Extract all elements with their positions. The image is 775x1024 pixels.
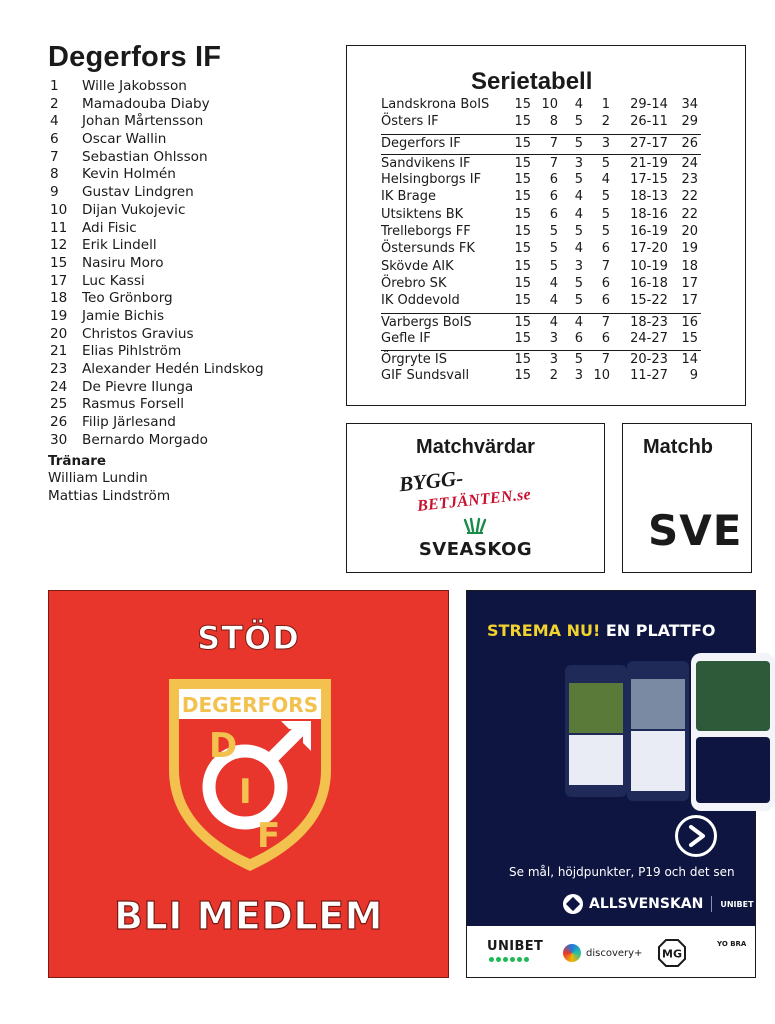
player-number: 24 [50,378,68,395]
table-points: 16 [681,314,698,330]
player-name: Elias Pihlström [82,343,182,360]
table-team: IK Oddevold [381,293,460,309]
mg-logo-text: MG [662,947,682,961]
player-name: De Pievre Ilunga [82,378,194,395]
player-number: 30 [50,431,68,448]
table-lost: 6 [601,241,610,257]
table-points: 20 [681,224,698,240]
player-number: 11 [50,219,68,236]
table-played: 15 [514,97,531,112]
table-points: 22 [681,189,698,205]
table-team: Landskrona BoIS [381,97,490,112]
player-row [48,414,338,432]
table-goals: 20-23 [630,352,668,368]
table-lost: 10 [593,368,610,384]
table-points: 29 [681,114,698,130]
table-lost: 1 [601,97,610,112]
player-name: Teo Grönborg [82,290,173,307]
table-goals: 17-15 [630,172,668,188]
streaming-sponsor-row [467,926,755,979]
league-table [346,45,746,406]
allsvenskan-icon [563,894,583,914]
table-row [381,275,701,292]
table-drawn: 5 [574,135,583,151]
table-played: 15 [514,241,531,257]
player-row [48,96,338,114]
table-drawn: 4 [574,206,583,222]
table-won: 3 [549,330,558,346]
player-number: 15 [50,254,68,271]
player-row [48,361,338,379]
player-number: 21 [50,343,68,360]
player-row [48,326,338,344]
player-number: 20 [50,325,68,342]
player-row [48,255,338,273]
table-points: 23 [681,172,698,188]
table-goals: 29-14 [630,97,668,112]
allsvenskan-logo [563,893,754,915]
degerfors-crest-icon [165,675,335,875]
streaming-headline [487,621,716,640]
table-drawn: 6 [574,330,583,346]
table-lost: 7 [601,258,610,274]
phone-screens-image [565,653,775,818]
table-drawn: 4 [574,189,583,205]
player-number: 7 [50,148,59,165]
svg-text:F: F [257,816,281,856]
player-name: Johan Mårtensson [82,113,204,130]
player-name: Gustav Lindgren [82,184,194,201]
player-row [48,432,338,450]
player-number: 26 [50,414,68,431]
streaming-subline: Se mål, höjdpunkter, P19 och det sen [509,865,735,879]
player-row [48,78,338,96]
table-lost: 3 [601,135,610,151]
table-row [381,96,701,113]
streaming-ad-banner [467,591,755,926]
table-drawn: 4 [574,241,583,257]
table-played: 15 [514,114,531,130]
player-name: Filip Järlesand [82,414,176,431]
discovery-logo [563,944,642,962]
match-hosts-title: Matchvärdar [416,436,535,458]
mg-logo-icon [657,938,687,968]
table-row [381,292,701,309]
table-team: Östers IF [381,114,439,130]
unibet-logo: UNIBET [487,939,544,954]
logo-divider [711,896,712,912]
table-won: 5 [549,258,558,274]
table-played: 15 [514,155,531,171]
table-lost: 7 [601,314,610,330]
table-row [381,188,701,205]
player-name: Mamadouba Diaby [82,95,210,112]
table-played: 15 [514,172,531,188]
player-number: 23 [50,361,68,377]
table-goals: 15-22 [630,293,668,309]
match-ball-box [622,423,752,573]
sveaskog-logo: SVEASKOG [418,539,533,560]
table-played: 15 [514,275,531,291]
table-goals: 17-20 [630,241,668,257]
coaches-title: Tränare [48,453,107,470]
table-team: Örgryte IS [381,352,447,368]
table-row [381,223,701,240]
table-won: 5 [549,241,558,257]
table-team: GIF Sundsvall [381,368,470,384]
table-played: 15 [514,206,531,222]
coach-name: William Lundin [48,470,148,487]
table-row [381,258,701,275]
player-number: 18 [50,290,68,307]
table-points: 15 [681,330,698,346]
table-row [381,206,701,223]
table-row [381,367,701,384]
membership-ad[interactable] [48,590,449,978]
table-goals: 16-19 [630,224,668,240]
table-played: 15 [514,293,531,309]
player-row [48,113,338,131]
table-row [381,134,701,151]
table-drawn: 3 [574,368,583,384]
table-drawn: 5 [574,275,583,291]
table-points: 14 [681,352,698,368]
player-row [48,396,338,414]
table-team: IK Brage [381,189,436,205]
table-points: 22 [681,206,698,222]
player-number: 19 [50,307,68,324]
player-row [48,149,338,167]
player-number: 4 [50,113,59,130]
player-name: Sebastian Ohlsson [82,148,208,165]
player-row [48,131,338,149]
table-goals: 18-23 [630,314,668,330]
player-name: Oscar Wallin [82,131,167,148]
player-number: 25 [50,396,68,413]
table-lost: 6 [601,275,610,291]
player-row [48,308,338,326]
player-number: 12 [50,237,68,254]
player-row [48,290,338,308]
table-lost: 7 [601,352,610,368]
byggbetjanten-logo-bottom: BETJÄNTEN.se [416,486,532,515]
player-row [48,202,338,220]
table-team: Sandvikens IF [381,155,471,171]
table-won: 8 [549,114,558,130]
player-name: Erik Lindell [82,237,157,254]
match-hosts-box [346,423,605,573]
sveaskog-crown-icon [463,518,487,534]
table-lost: 6 [601,293,610,309]
table-goals: 16-18 [630,275,668,291]
table-points: 26 [681,135,698,151]
table-played: 15 [514,330,531,346]
player-name: Bernardo Morgado [82,431,208,448]
table-drawn: 5 [574,172,583,188]
player-name: Rasmus Forsell [82,396,185,413]
table-points: 9 [689,368,698,384]
table-row [381,313,701,330]
table-won: 6 [549,172,558,188]
table-won: 7 [549,135,558,151]
table-team: Örebro SK [381,275,447,291]
player-name: Nasiru Moro [82,254,164,271]
table-team: Utsiktens BK [381,206,464,222]
table-drawn: 5 [574,293,583,309]
player-number: 8 [50,166,59,183]
player-name: Wille Jakobsson [82,78,187,94]
table-goals: 18-16 [630,206,668,222]
player-name: Adi Fisic [82,219,137,236]
player-name: Luc Kassi [82,272,145,289]
player-row [48,343,338,361]
table-drawn: 5 [574,224,583,240]
table-won: 10 [541,97,558,112]
table-points: 17 [681,275,698,291]
table-drawn: 4 [574,314,583,330]
table-points: 19 [681,241,698,257]
partial-sponsor-logo: YO BRA [717,940,747,948]
player-row [48,220,338,238]
table-won: 6 [549,206,558,222]
byggbetjanten-logo-top: BYGG- [397,465,465,497]
table-lost: 5 [601,206,610,222]
membership-headline: STÖD [197,619,300,657]
table-drawn: 3 [574,155,583,171]
allsvenskan-text: ALLSVENSKAN [589,896,704,912]
table-lost: 2 [601,114,610,130]
table-goals: 11-27 [630,368,668,384]
table-team: Degerfors IF [381,135,461,151]
player-name: Kevin Holmén [82,166,176,183]
player-number: 6 [50,131,59,148]
table-played: 15 [514,189,531,205]
table-team: Varbergs BoIS [381,314,472,330]
table-team: Helsingborgs IF [381,172,482,188]
table-played: 15 [514,224,531,240]
table-row [381,330,701,347]
table-goals: 21-19 [630,155,668,171]
table-goals: 24-27 [630,330,668,346]
table-points: 18 [681,258,698,274]
player-number: 2 [50,95,59,112]
coach-list [48,470,338,505]
table-won: 7 [549,155,558,171]
table-played: 15 [514,314,531,330]
table-row [381,171,701,188]
streaming-headline-highlight: STREMA NU! [487,621,601,640]
league-table-rows [381,96,701,385]
player-number: 10 [50,201,68,218]
table-points: 34 [681,97,698,112]
allsvenskan-partner: UNIBET [720,899,754,909]
table-played: 15 [514,135,531,151]
table-drawn: 4 [574,97,583,112]
play-icon[interactable] [675,815,717,857]
table-won: 5 [549,224,558,240]
table-row [381,350,701,367]
table-drawn: 5 [574,114,583,130]
table-played: 15 [514,352,531,368]
table-team: Östersunds FK [381,241,475,257]
table-team: Trelleborgs FF [381,224,471,240]
player-number: 17 [50,272,68,289]
table-won: 4 [549,314,558,330]
table-lost: 4 [601,172,610,188]
table-points: 24 [681,155,698,171]
table-goals: 18-13 [630,189,668,205]
table-goals: 10-19 [630,258,668,274]
table-row [381,113,701,130]
player-row [48,273,338,291]
squad-list [48,40,338,506]
table-team: Gefle IF [381,330,431,346]
player-number: 9 [50,184,59,201]
player-row [48,166,338,184]
join-member-cta[interactable]: BLI MEDLEM [114,894,383,938]
table-won: 4 [549,275,558,291]
streaming-ad[interactable] [466,590,756,978]
svg-text:D: D [209,726,238,766]
player-name: Alexander Hedén Lindskog [82,361,264,377]
table-won: 6 [549,189,558,205]
match-ball-title: Matchb [643,436,713,458]
crest-club-name: DEGERFORS [181,693,319,717]
table-row [381,240,701,257]
player-name: Christos Gravius [82,325,194,342]
table-lost: 5 [601,224,610,240]
coach-name: Mattias Lindström [48,488,171,505]
player-name: Jamie Bichis [82,307,165,324]
player-row [48,184,338,202]
squad-title: Degerfors IF [48,41,222,73]
player-number: 1 [50,78,59,94]
league-table-title: Serietabell [471,68,593,95]
table-points: 17 [681,293,698,309]
table-lost: 5 [601,189,610,205]
table-lost: 6 [601,330,610,346]
table-won: 3 [549,352,558,368]
discovery-text: discovery+ [586,947,643,959]
table-team: Skövde AIK [381,258,454,274]
table-drawn: 5 [574,352,583,368]
streaming-headline-rest: EN PLATTFO [605,621,716,640]
player-name: Dijan Vukojevic [82,201,186,218]
table-played: 15 [514,368,531,384]
unibet-dots-icon [489,957,529,962]
player-list [48,78,338,449]
table-won: 2 [549,368,558,384]
table-goals: 26-11 [630,114,668,130]
table-lost: 5 [601,155,610,171]
discovery-globe-icon [563,944,581,962]
match-ball-sponsor: SVE [648,506,743,555]
table-won: 4 [549,293,558,309]
table-goals: 27-17 [630,135,668,151]
table-row [381,154,701,171]
table-drawn: 3 [574,258,583,274]
table-played: 15 [514,258,531,274]
svg-text:I: I [239,772,252,812]
player-row [48,379,338,397]
player-row [48,237,338,255]
